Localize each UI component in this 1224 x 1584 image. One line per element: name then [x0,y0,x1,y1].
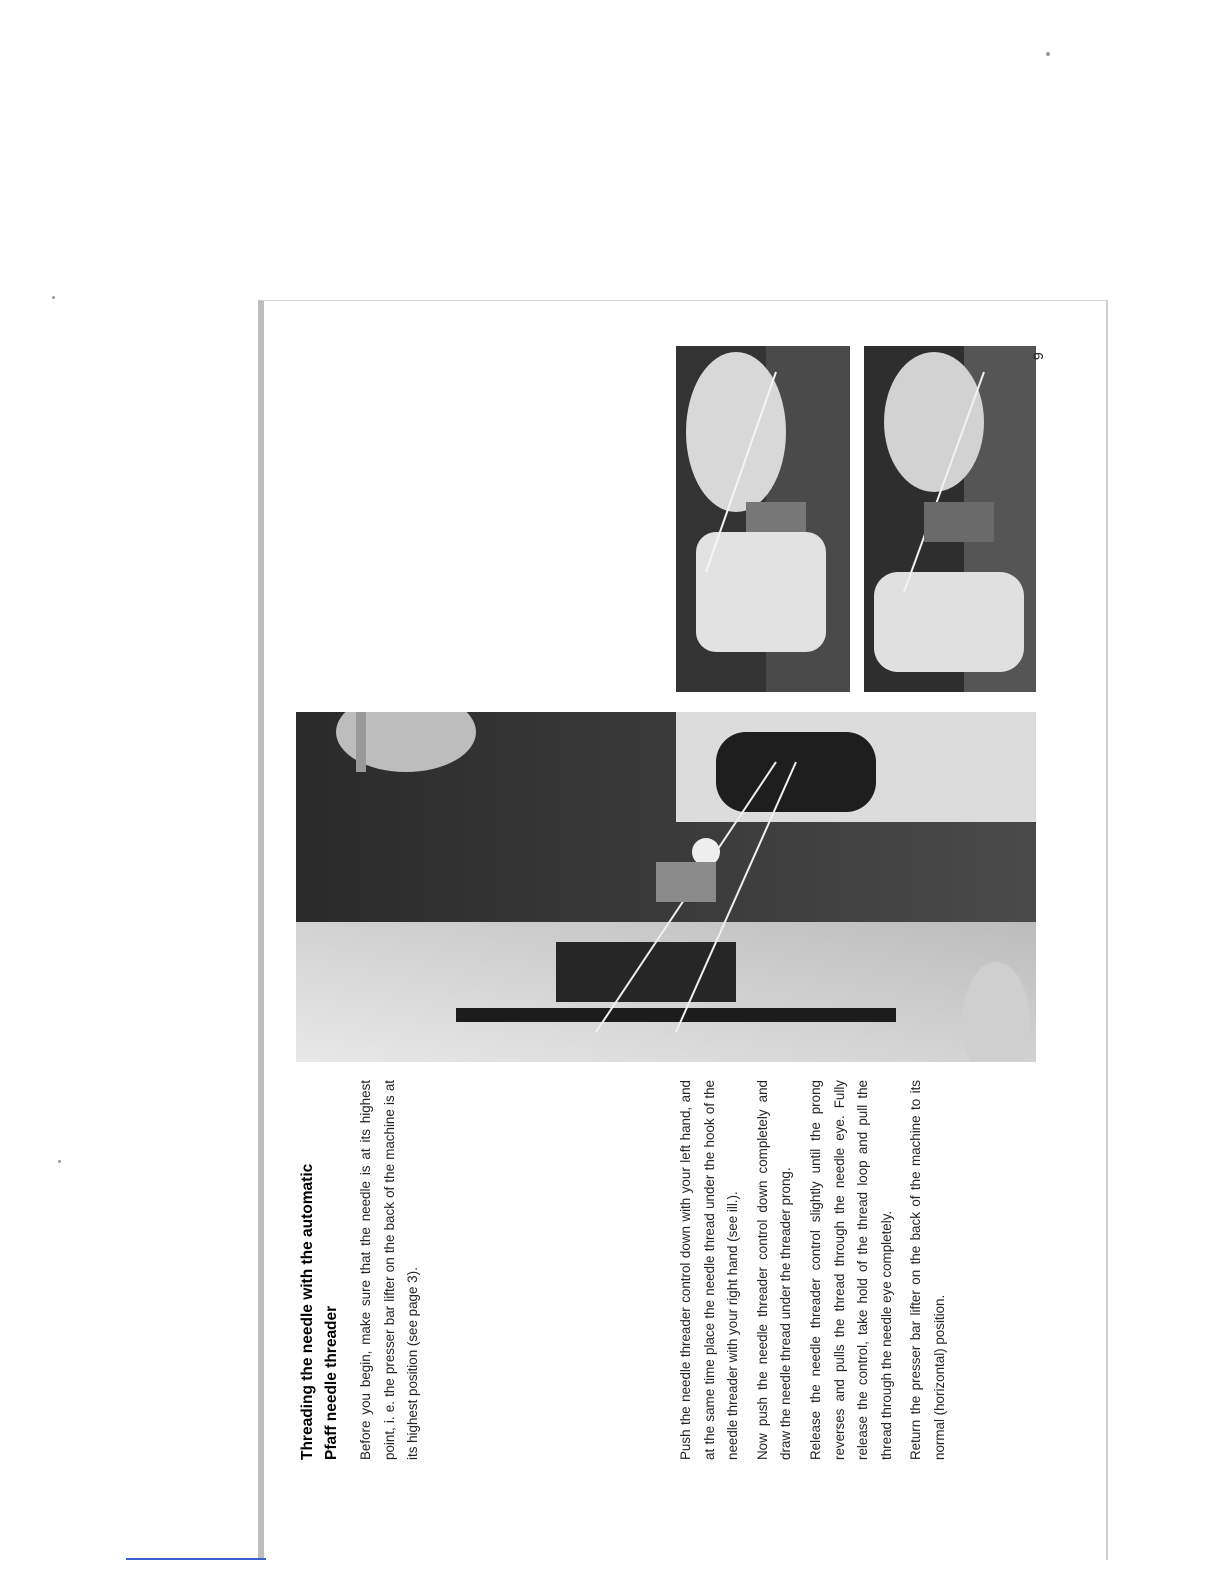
machine-photo-main [296,712,1036,1062]
threader-detail-illustration-1 [676,346,850,692]
scan-speck [58,1160,61,1163]
threader-detail-photo-1 [676,346,850,692]
rotated-page-content [296,340,1056,1460]
section-heading-line1: Threading the needle with the automatic [299,1163,316,1460]
instructions-section [674,1076,958,1460]
instruction-step-1: Push the needle threader control down with your left hand, and at the same time place the needle thread under the hook of the needle threader with your right hand (see ill.). [678,1080,741,1460]
intro-paragraph: Before you begin, make sure that the needle is at its highest point, i. e. the presser bar lifter on the back of the machine is at its highest position (see page 3). [358,1080,421,1460]
page-number: 9 [1030,352,1046,360]
threader-detail-photo-2 [864,346,1036,692]
machine-illustration-main [296,712,1036,1062]
instruction-step-2: Now push the needle threader control down completely and draw the needle thread under the threader prong. [754,1080,794,1460]
section-heading-line2: Pfaff needle threader [323,1305,340,1460]
instruction-step-4: Return the presser bar lifter on the back of the machine to its normal (horizontal) position. [908,1080,947,1460]
intro-section [296,1080,425,1460]
instruction-step-3: Release the needle threader control slightly until the prong reverses and pulls the thread through the needle eye. Fully release the control, take hold of the thread loop and pull the thread through the needle eye completely. [807,1080,894,1460]
scan-edge-line [126,1558,266,1560]
scan-speck [52,296,55,299]
scan-speck [1046,52,1050,56]
threader-detail-illustration-2 [864,346,1036,692]
